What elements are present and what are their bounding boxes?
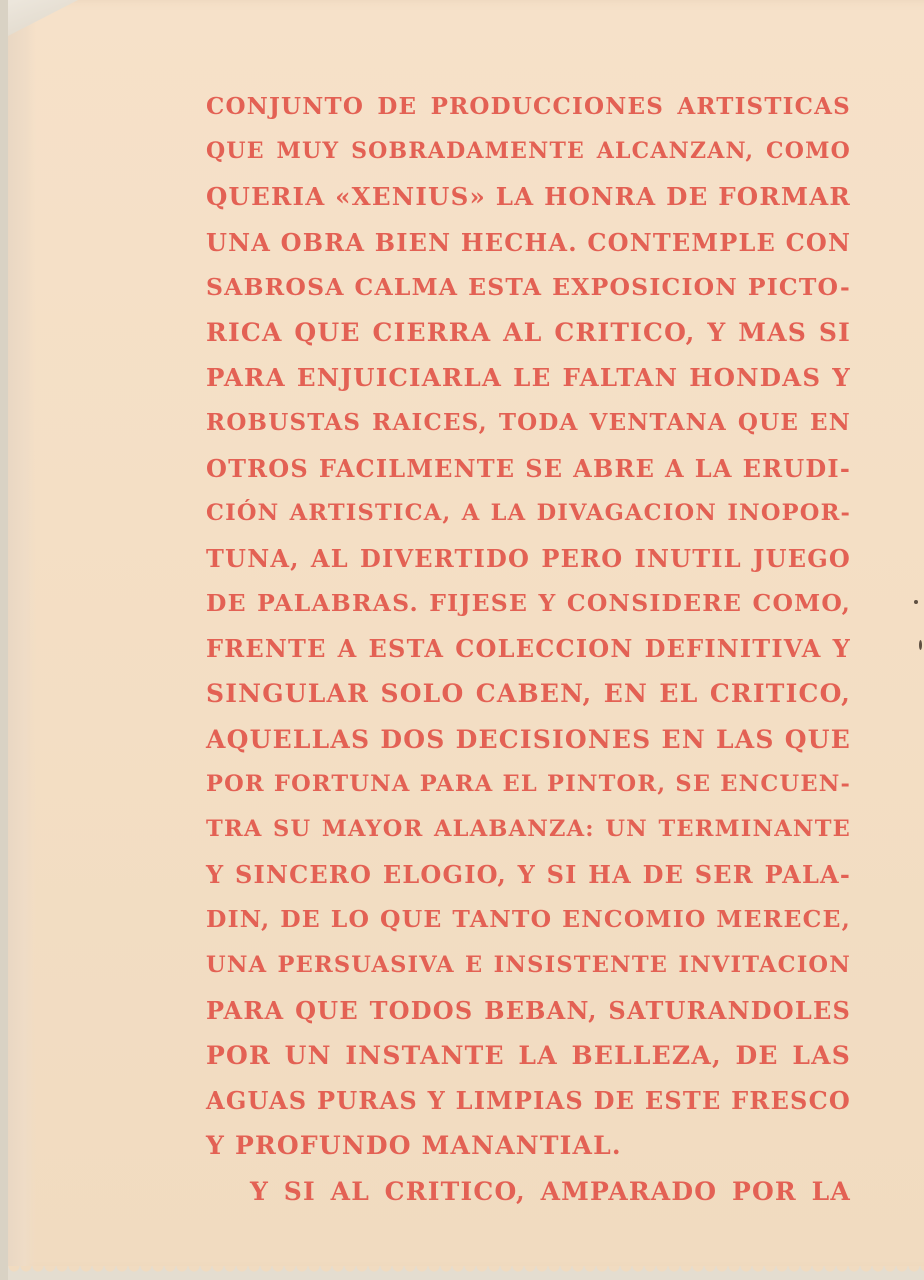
text-line: ROBUSTAS RAICES, TODA VENTANA QUE EN (206, 409, 851, 437)
paragraph-start-line: Y SI AL CRITICO, AMPARADO POR LA (250, 1176, 851, 1206)
text-line: UNA OBRA BIEN HECHA. CONTEMPLE CON (206, 227, 852, 257)
text-line: CIÓN ARTISTICA, A LA DIVAGACION INOPOR- (206, 499, 851, 526)
text-line: AGUAS PURAS Y LIMPIAS DE ESTE FRESCO (206, 1086, 851, 1116)
paragraph-end-line: Y PROFUNDO MANANTIAL. (206, 1131, 622, 1161)
text-line: PARA ENJUICIARLA LE FALTAN HONDAS Y (206, 363, 851, 393)
paper-mark (919, 640, 922, 650)
deckled-edge (8, 1266, 924, 1280)
text-line: UNA PERSUASIVA E INSISTENTE INVITACION (206, 951, 851, 978)
body-text (206, 84, 851, 1214)
text-line: FRENTE A ESTA COLECCION DEFINITIVA Y (206, 634, 851, 664)
text-line: POR UN INSTANTE LA BELLEZA, DE LAS (206, 1040, 851, 1070)
paper-page (8, 0, 924, 1272)
text-line: PARA QUE TODOS BEBAN, SATURANDOLES (206, 995, 851, 1025)
text-line: AQUELLAS DOS DECISIONES EN LAS QUE (206, 724, 851, 754)
text-line: DIN, DE LO QUE TANTO ENCOMIO MERECE, (206, 905, 851, 934)
text-line: DE PALABRAS. FIJESE Y CONSIDERE COMO, (206, 589, 851, 618)
text-line: CONJUNTO DE PRODUCCIONES ARTISTICAS (206, 93, 851, 120)
text-line: SABROSA CALMA ESTA EXPOSICION PICTO- (206, 272, 851, 301)
text-line: QUERIA «XENIUS» LA HONRA DE FORMAR (206, 182, 851, 212)
text-line: TRA SU MAYOR ALABANZA: UN TERMINANTE (206, 816, 851, 842)
text-line: OTROS FACILMENTE SE ABRE A LA ERUDI- (206, 453, 851, 483)
text-line: POR FORTUNA PARA EL PINTOR, SE ENCUEN- (206, 770, 851, 797)
text-line: SINGULAR SOLO CABEN, EN EL CRITICO, (206, 679, 851, 709)
text-line: QUE MUY SOBRADAMENTE ALCANZAN, COMO (206, 138, 851, 165)
text-line: Y SINCERO ELOGIO, Y SI HA DE SER PALA- (206, 860, 851, 890)
text-line: TUNA, AL DIVERTIDO PERO INUTIL JUEGO (206, 543, 851, 573)
paper-mark (914, 600, 918, 604)
text-line: RICA QUE CIERRA AL CRITICO, Y MAS SI (206, 317, 851, 347)
